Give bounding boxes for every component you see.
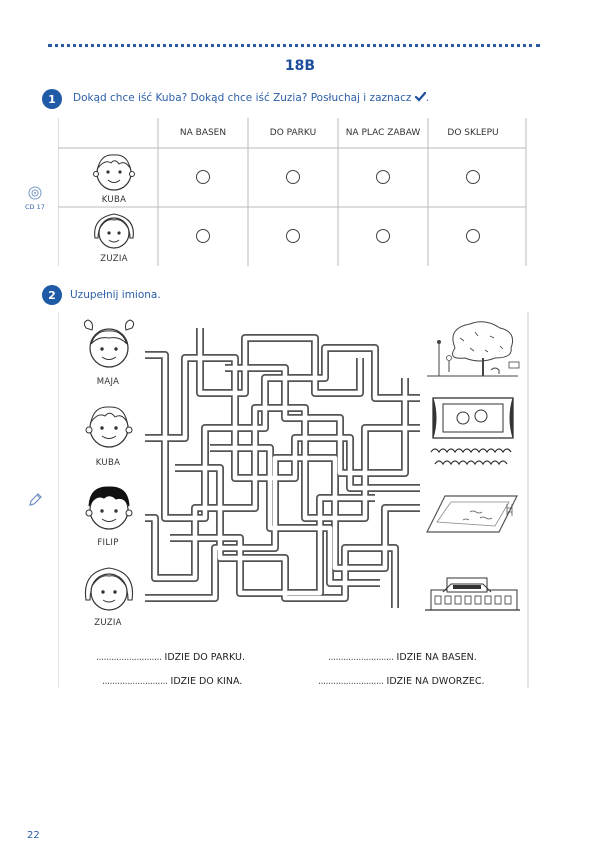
answer-blank-dworzec[interactable]: .......................... [318,676,384,687]
girl-face-icon [90,208,138,252]
girl-pigtails-face-icon [80,318,138,370]
column-header-do-parku: DO PARKU [269,128,317,138]
task-2-number: 2 [42,285,62,305]
radio-kuba-na-plac-zabaw[interactable] [376,170,390,184]
cd-icon[interactable] [28,186,42,200]
column-header-do-sklepu: DO SKLEPU [447,128,499,138]
radio-zuzia-do-sklepu[interactable] [466,229,480,243]
girl-face-icon [80,562,138,614]
boy-face-icon [80,400,138,452]
child-name-kuba: KUBA [95,458,121,468]
boy-face-icon [91,150,137,194]
radio-kuba-na-basen[interactable] [196,170,210,184]
task-1-instruction: Dokąd chce iść Kuba? Dokąd chce iść Zuzia? Posłuchaj i zaznacz . [73,92,430,104]
row-name-zuzia: ZUZIA [100,254,128,264]
dotted-divider [48,44,540,47]
page-number: 22 [27,830,40,841]
sentence-dworzec: .......................... IDZIE NA DWORZEC. [318,676,485,687]
cd-track-label: CD 17 [25,203,45,211]
task-1-number: 1 [42,89,62,109]
column-header-na-plac-zabaw: NA PLAC ZABAW [345,128,421,138]
train-station-icon [425,574,520,614]
radio-zuzia-na-basen[interactable] [196,229,210,243]
answer-blank-park[interactable]: .......................... [96,652,162,663]
sentence-basen: .......................... IDZIE NA BASEN. [328,652,477,663]
cinema-icon [425,394,520,469]
radio-zuzia-na-plac-zabaw[interactable] [376,229,390,243]
sentence-kino: .......................... IDZIE DO KINA. [102,676,243,687]
radio-kuba-do-sklepu[interactable] [466,170,480,184]
answer-blank-basen[interactable]: .......................... [328,652,394,663]
radio-zuzia-do-parku[interactable] [286,229,300,243]
boy-dark-hair-face-icon [80,482,138,534]
child-name-maja: MAJA [96,377,120,387]
child-name-filip: FILIP [97,538,119,548]
lesson-title: 18B [284,58,316,74]
maze [145,318,425,618]
radio-kuba-do-parku[interactable] [286,170,300,184]
child-name-zuzia: ZUZIA [94,618,122,628]
park-icon [425,318,520,383]
pencil-icon [27,492,43,508]
answer-blank-kino[interactable]: .......................... [102,676,168,687]
row-name-kuba: KUBA [101,195,127,205]
column-header-na-basen: NA BASEN [179,128,227,138]
checkmark-icon [415,92,426,102]
sentence-park: .......................... IDZIE DO PARKU. [96,652,245,663]
swimming-pool-icon [425,492,520,537]
task-2-instruction: Uzupełnij imiona. [70,289,161,301]
